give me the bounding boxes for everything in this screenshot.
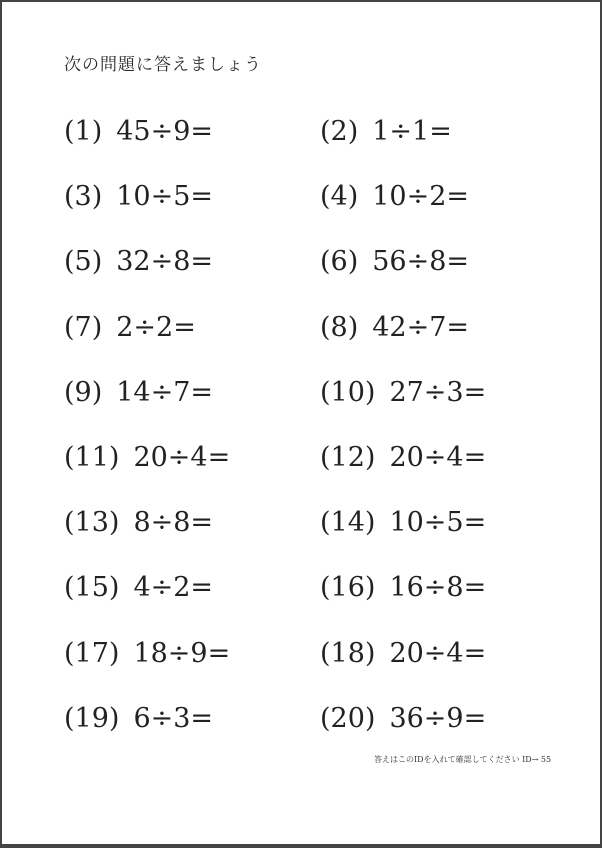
- problem-expression: 1÷1=: [372, 116, 452, 147]
- problem-number: (7): [64, 311, 103, 343]
- problem-3: [64, 175, 320, 240]
- problem-19: [64, 697, 320, 762]
- problem-expression: 45÷9=: [116, 116, 214, 147]
- problem-2: [320, 110, 564, 175]
- answer-id-note: 答えはこのIDを入れて確認してください ID→ 55: [374, 755, 552, 764]
- problem-number: (17): [64, 637, 120, 669]
- problem-6: [320, 240, 564, 305]
- problem-expression: 20÷4=: [389, 637, 487, 669]
- problem-expression: 27÷3=: [389, 376, 487, 408]
- problem-number: (10): [320, 376, 376, 408]
- problem-expression: 8÷8=: [133, 507, 214, 539]
- problem-13: [64, 501, 320, 566]
- problem-expression: 42÷7=: [372, 311, 470, 343]
- problem-number: (14): [320, 507, 376, 539]
- problem-expression: 18÷9=: [133, 637, 231, 669]
- problem-17: [64, 632, 320, 697]
- problem-11: [64, 436, 320, 501]
- problem-number: (16): [320, 572, 376, 604]
- problem-number: (11): [64, 441, 120, 473]
- problem-expression: 10÷5=: [389, 507, 487, 539]
- problem-number: (13): [64, 507, 120, 539]
- problem-1: [64, 110, 320, 175]
- problem-number: (15): [64, 572, 120, 604]
- problem-number: (12): [320, 441, 376, 473]
- problem-expression: 4÷2=: [133, 572, 214, 604]
- problem-expression: 6÷3=: [133, 702, 214, 734]
- problem-4: [320, 175, 564, 240]
- problem-12: [320, 436, 564, 501]
- problem-number: (3): [64, 181, 103, 213]
- problem-expression: 2÷2=: [116, 311, 196, 343]
- problem-number: (8): [320, 311, 359, 343]
- problem-5: [64, 240, 320, 305]
- problem-number: (18): [320, 637, 376, 669]
- problem-number: (2): [320, 116, 359, 147]
- page-title: 次の問題に答えましょう: [64, 55, 262, 75]
- problem-expression: 10÷2=: [372, 181, 470, 213]
- problem-number: (1): [64, 116, 103, 147]
- problem-20: [320, 697, 564, 762]
- problem-18: [320, 632, 564, 697]
- problem-number: (6): [320, 246, 359, 278]
- problem-expression: 16÷8=: [389, 572, 487, 604]
- problem-10: [320, 371, 564, 436]
- problem-number: (5): [64, 246, 103, 278]
- problem-number: (9): [64, 376, 103, 408]
- problem-expression: 32÷8=: [116, 246, 214, 278]
- problem-grid: [64, 110, 564, 762]
- problem-expression: 20÷4=: [133, 441, 231, 473]
- problem-expression: 36÷9=: [389, 702, 487, 734]
- problem-15: [64, 566, 320, 631]
- problem-number: (4): [320, 181, 359, 213]
- problem-expression: 20÷4=: [389, 441, 487, 473]
- problem-expression: 14÷7=: [116, 376, 214, 408]
- problem-8: [320, 306, 564, 371]
- problem-9: [64, 371, 320, 436]
- problem-16: [320, 566, 564, 631]
- problem-number: (19): [64, 702, 120, 734]
- problem-expression: 10÷5=: [116, 181, 214, 213]
- problem-expression: 56÷8=: [372, 246, 470, 278]
- problem-14: [320, 501, 564, 566]
- problem-7: [64, 306, 320, 371]
- problem-number: (20): [320, 702, 376, 734]
